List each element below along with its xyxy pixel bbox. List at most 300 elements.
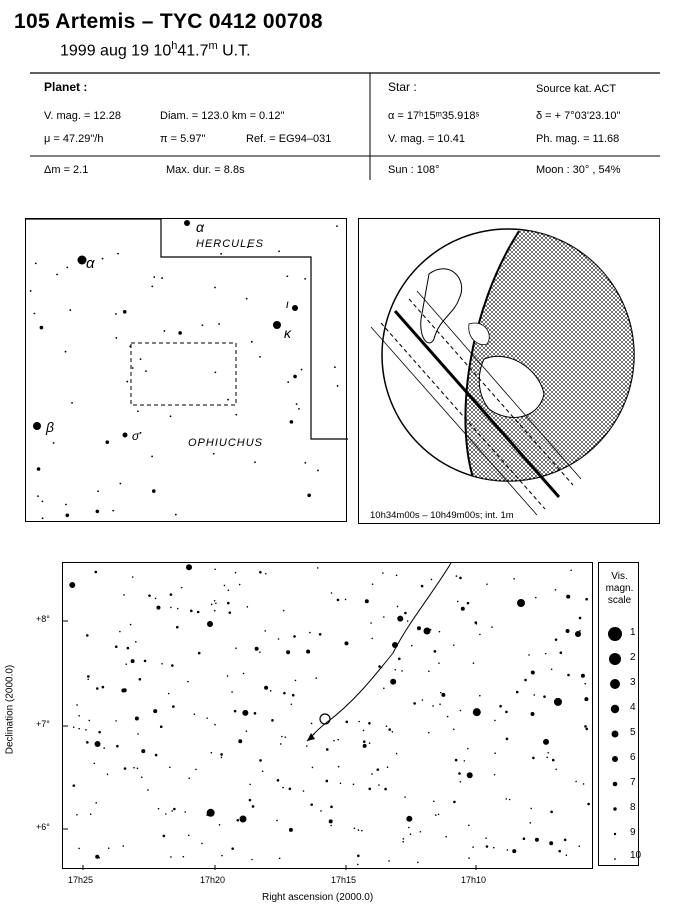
field-star (105, 440, 109, 444)
field-star (37, 495, 39, 497)
field-star (119, 483, 121, 485)
field-star (65, 351, 67, 353)
field-star (567, 674, 570, 677)
star-label-sigma: σ (132, 429, 140, 443)
field-star (549, 841, 553, 845)
field-star (455, 759, 458, 762)
field-star (337, 739, 339, 741)
field-star (467, 602, 470, 605)
field-star (188, 835, 190, 837)
field-star (280, 743, 282, 745)
magnitude-scale (598, 562, 642, 866)
field-star (163, 835, 166, 838)
field-star (218, 323, 220, 325)
field-star (155, 754, 158, 757)
field-star (115, 720, 117, 722)
field-star (330, 806, 333, 809)
planet-diameter: Diam. = 123.0 km = 0.12" (160, 110, 285, 122)
field-star (117, 253, 119, 255)
field-star (85, 729, 87, 731)
scale-dot-1 (608, 627, 622, 641)
field-star (165, 813, 167, 815)
field-star (474, 621, 477, 624)
field-star (438, 814, 440, 816)
field-star (407, 620, 409, 622)
field-star (494, 752, 496, 754)
field-star (140, 358, 142, 360)
field-star (403, 838, 405, 840)
field-star (313, 734, 315, 736)
field-star (376, 768, 379, 771)
field-star (547, 752, 549, 754)
field-star (112, 510, 114, 512)
field-star (86, 634, 89, 637)
field-star (95, 855, 99, 859)
scale-title-line2: magn. (605, 583, 634, 594)
field-star (243, 673, 245, 675)
field-star (186, 564, 192, 570)
field-star (303, 790, 305, 792)
field-star (121, 689, 125, 693)
field-star (433, 801, 435, 803)
field-star (168, 693, 170, 695)
field-star (102, 258, 104, 260)
constellation-label-hercules: HERCULES (196, 238, 264, 250)
field-star (513, 578, 515, 580)
field-star (76, 704, 78, 706)
field-star (499, 705, 502, 708)
field-star (491, 626, 493, 628)
field-star (286, 275, 288, 277)
bright-star (240, 816, 247, 823)
ytick-label-6: +6° (36, 822, 50, 832)
scale-label-2: 2 (630, 652, 636, 663)
field-star (337, 385, 339, 387)
field-star (264, 630, 266, 632)
star-heading: Star : (388, 80, 417, 94)
ytick-label-7: +7° (36, 719, 50, 729)
field-star (432, 705, 434, 707)
field-star (66, 267, 68, 269)
field-star (98, 731, 101, 734)
field-star (365, 599, 369, 603)
star-ra: α = 17ʰ15ᵐ35.918ˢ (388, 110, 480, 122)
field-star (524, 679, 527, 682)
bright-star (273, 321, 281, 329)
field-star (417, 862, 419, 864)
field-star (458, 772, 461, 775)
field-star (171, 810, 173, 812)
scale-dot-3 (610, 679, 620, 689)
field-star (410, 833, 412, 835)
field-star (289, 828, 293, 832)
field-star (398, 657, 401, 660)
field-star (123, 845, 125, 847)
field-star (221, 855, 223, 857)
globe-svg (359, 219, 661, 525)
field-star (265, 573, 267, 575)
xtick-label-17h15: 17h15 (331, 875, 357, 885)
field-star (581, 674, 585, 678)
field-star (319, 633, 322, 636)
field-star (198, 652, 201, 655)
field-star (173, 808, 176, 811)
bright-star (207, 621, 213, 627)
finder-chart (25, 218, 347, 522)
field-star (35, 262, 37, 264)
field-star (42, 517, 44, 519)
field-star (509, 799, 511, 801)
field-star (307, 493, 311, 497)
field-star (388, 728, 391, 731)
field-star (386, 725, 388, 727)
scale-title-line3: scale (607, 595, 632, 606)
field-star (236, 819, 239, 822)
field-star (372, 583, 374, 585)
globe-time-caption: 10h34m00s – 10h49m00s; int. 1m (370, 510, 514, 521)
field-star (69, 582, 75, 588)
field-star (132, 367, 134, 369)
field-star (187, 681, 189, 683)
bright-star (184, 220, 190, 226)
star-label-alpha-her: α (196, 219, 204, 235)
field-star (295, 680, 297, 682)
scale-dot-4 (611, 705, 619, 713)
field-star (177, 608, 179, 610)
field-star (211, 604, 213, 606)
field-star (368, 787, 371, 790)
scale-dot-10 (614, 858, 616, 860)
field-star (170, 415, 172, 417)
scale-label-6: 6 (630, 752, 636, 763)
field-star (337, 599, 340, 602)
field-star (211, 752, 213, 754)
field-star (404, 796, 406, 798)
bright-star (424, 628, 431, 635)
scale-label-9: 9 (630, 827, 636, 838)
field-star (251, 859, 253, 861)
minute-superscript: m (208, 40, 218, 52)
bright-star (33, 422, 41, 430)
field-star (530, 808, 532, 810)
field-star (246, 730, 248, 732)
field-star (408, 827, 410, 829)
scale-label-1: 1 (630, 627, 636, 638)
field-star (214, 371, 216, 373)
field-star (133, 767, 135, 769)
field-star (254, 712, 257, 715)
field-star (130, 624, 132, 626)
target-star-marker (320, 714, 330, 724)
field-star (252, 805, 255, 808)
field-star (161, 277, 163, 279)
field-star (516, 691, 519, 694)
field-star (315, 677, 317, 679)
field-star (382, 572, 384, 574)
field-star (214, 724, 216, 726)
field-star (139, 678, 142, 681)
field-star (431, 579, 433, 581)
field-star (505, 798, 507, 800)
field-star (116, 745, 119, 748)
field-star (371, 638, 373, 640)
field-star (479, 695, 481, 697)
field-star (575, 781, 577, 783)
field-star (383, 616, 385, 618)
field-star (231, 847, 234, 850)
scale-dot-2 (609, 653, 621, 665)
field-star (228, 611, 231, 614)
field-star (363, 740, 366, 743)
field-star (555, 589, 557, 591)
field-star (467, 772, 473, 778)
field-star (115, 313, 117, 315)
field-star (188, 777, 190, 779)
field-star (90, 813, 92, 815)
scale-dots (599, 563, 640, 867)
field-star (278, 250, 280, 252)
field-star (390, 679, 396, 685)
field-star (456, 575, 458, 577)
field-star (570, 569, 572, 571)
field-star (239, 584, 241, 586)
field-star (72, 784, 75, 787)
field-star (249, 799, 252, 802)
field-star (330, 825, 332, 827)
field-star (311, 723, 313, 725)
field-star (461, 607, 465, 611)
field-star (170, 593, 173, 596)
field-star (406, 816, 412, 822)
field-star (317, 470, 319, 472)
field-star (457, 601, 459, 603)
field-star (507, 849, 509, 851)
field-star (277, 779, 280, 782)
field-star (396, 575, 398, 577)
xtick-label-17h20: 17h20 (200, 875, 226, 885)
field-star (473, 662, 475, 664)
star-source: Source kat. ACT (536, 83, 617, 95)
field-star (151, 455, 153, 457)
field-star (363, 730, 365, 732)
field-star (472, 846, 474, 848)
field-star (533, 694, 535, 696)
field-star (246, 298, 248, 300)
scale-dot-7 (613, 782, 618, 787)
field-star (281, 736, 283, 738)
field-star (235, 414, 237, 416)
field-star (132, 576, 134, 578)
moon-info: Moon : 30° , 54% (536, 164, 621, 176)
field-star (119, 631, 121, 633)
field-star (249, 784, 251, 786)
field-star (123, 594, 125, 596)
planet-reference: Ref. = EG94–031 (246, 133, 332, 145)
field-star (40, 326, 44, 330)
field-star (468, 857, 470, 859)
field-star (486, 583, 488, 585)
field-star (345, 720, 348, 723)
field-star (505, 711, 508, 714)
field-star (329, 819, 333, 823)
field-star (555, 769, 557, 771)
field-star (467, 748, 469, 750)
field-star (73, 726, 75, 728)
field-star (468, 825, 470, 827)
field-star (290, 420, 294, 424)
field-star (284, 736, 286, 738)
bright-star (292, 305, 298, 311)
field-star (184, 811, 186, 813)
field-star (551, 668, 553, 670)
field-star (153, 709, 157, 713)
scale-dot-6 (612, 756, 618, 762)
field-star (404, 612, 407, 615)
field-star (137, 733, 139, 735)
field-star (535, 838, 539, 842)
field-star (485, 837, 487, 839)
scale-dot-9 (614, 833, 616, 835)
planet-parallax: π = 5.97" (160, 133, 206, 145)
field-star (231, 691, 233, 693)
field-star (283, 692, 286, 695)
field-star (530, 822, 532, 824)
field-star (264, 686, 268, 690)
max-duration: Max. dur. = 8.8s (166, 164, 245, 176)
field-star (190, 610, 193, 613)
star-dec: δ = + 7°03'23.10" (536, 110, 621, 122)
field-star (276, 820, 278, 822)
field-star (259, 759, 262, 762)
bright-star (123, 433, 128, 438)
scale-title-line1: Vis. (611, 571, 628, 582)
scale-label-4: 4 (630, 702, 636, 713)
field-star (291, 703, 293, 705)
scale-label-3: 3 (630, 677, 636, 688)
delta-mag: Δm = 2.1 (44, 164, 89, 176)
bright-star (517, 599, 525, 607)
field-star (296, 403, 298, 405)
field-star (69, 309, 71, 311)
field-star (564, 839, 567, 842)
field-star (494, 774, 496, 776)
field-star (271, 719, 274, 722)
field-star (421, 585, 424, 588)
field-star (148, 594, 151, 597)
field-star (411, 645, 413, 647)
field-star (369, 742, 371, 744)
field-star (358, 829, 360, 831)
field-star (307, 650, 309, 652)
field-star (160, 725, 163, 728)
field-star (259, 356, 261, 358)
field-star (292, 694, 295, 697)
field-star (96, 510, 100, 514)
field-star (566, 629, 570, 633)
star-vmag: V. mag. = 10.41 (388, 133, 465, 145)
field-star (164, 330, 166, 332)
field-star (566, 595, 570, 599)
field-star (221, 757, 223, 759)
field-star (228, 589, 230, 591)
planet-heading: Planet : (44, 80, 88, 94)
field-star (254, 461, 256, 463)
field-star (370, 622, 372, 624)
field-star (304, 278, 306, 280)
field-star (206, 814, 208, 816)
field-star (227, 602, 230, 605)
scale-label-7: 7 (630, 777, 636, 788)
field-star (401, 670, 403, 672)
field-star (78, 728, 80, 730)
field-star (528, 654, 530, 656)
field-star (197, 611, 200, 614)
field-star (326, 748, 329, 751)
field-star (161, 663, 163, 665)
field-star (147, 789, 149, 791)
field-star (76, 814, 78, 816)
field-star (464, 760, 466, 762)
field-star (584, 725, 587, 728)
field-star (545, 653, 547, 655)
field-star (131, 659, 135, 663)
field-star (435, 814, 437, 816)
field-star (282, 787, 284, 789)
field-star (220, 253, 222, 255)
field-star (270, 690, 272, 692)
field-star (95, 802, 97, 804)
field-star (550, 811, 553, 814)
field-star (95, 741, 101, 747)
field-star (175, 514, 177, 516)
star-label-iota: ι (286, 297, 289, 311)
field-star (129, 346, 131, 348)
field-star (320, 810, 322, 812)
field-star (137, 768, 139, 770)
field-star (88, 720, 90, 722)
scale-dot-5 (612, 731, 619, 738)
field-star (578, 845, 580, 847)
field-star (353, 783, 355, 785)
field-star (493, 847, 495, 849)
field-star (86, 741, 89, 744)
field-star (126, 381, 128, 383)
field-star (439, 703, 441, 705)
field-star (317, 567, 319, 569)
field-star (214, 610, 216, 612)
field-star (78, 848, 80, 850)
field-star (298, 408, 300, 410)
field-star (394, 669, 396, 671)
field-star (378, 665, 381, 668)
field-star (331, 592, 333, 594)
page-title: 105 Artemis – TYC 0412 00708 (14, 10, 323, 33)
field-star (384, 788, 387, 791)
field-star (512, 849, 516, 853)
field-star (479, 634, 481, 636)
field-star (170, 607, 172, 609)
field-star (65, 504, 67, 506)
field-star (585, 598, 588, 601)
star-label-beta: β (46, 419, 54, 435)
field-star (94, 763, 96, 765)
field-star (447, 716, 449, 718)
field-star (357, 864, 359, 866)
field-star (306, 745, 308, 747)
bright-star (392, 642, 398, 648)
field-star (363, 744, 367, 748)
field-star (459, 577, 462, 580)
